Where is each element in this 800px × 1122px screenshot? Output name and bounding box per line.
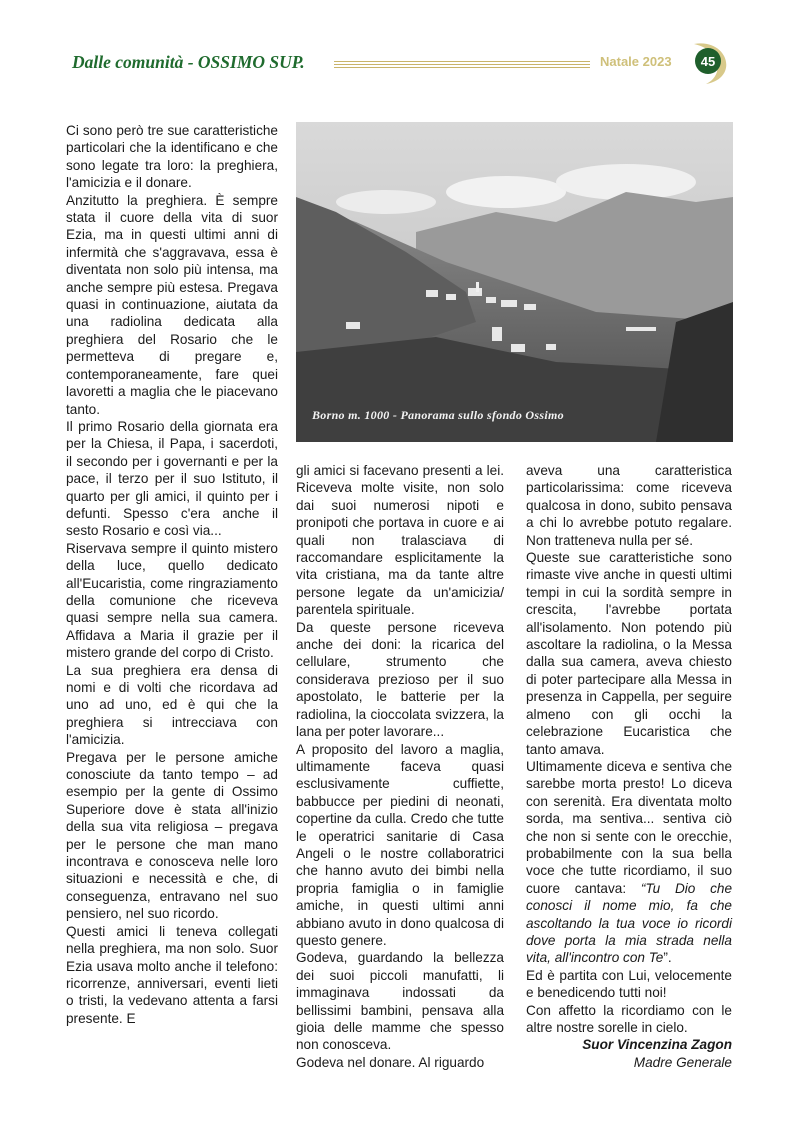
page-header [0,0,800,100]
signature-name: Suor Vincenzina Zagon [582,1037,732,1053]
paragraph: Questi amici li teneva collegati nella preghiera, ma non solo. Suor Ezia usava molto anche il telefono: ricorrenze, anniversari, eventi lieti o tristi, la vedevano attenta a farsi presente. E [66,923,278,1026]
paragraph: La sua preghiera era densa di nomi e di volti che ricordava ad uno ad uno, ed è qui che la preghiera si intrecciava con l'amicizia. [66,662,278,748]
paragraph: Anzitutto la preghiera. È sempre stata il cuore della vita di suor Ezia, ma in questi ultimi anni di infermità che s'aggravava, essa è diventata non solo più intensa, ma anche sempre più estesa. Pregava quasi in continuazione, aiutata da una radiolina dedicata alla preghiera del Rosario che le permetteva di pregare e, contemporaneamente, fare quei lavoretti a maglia che le piacevano tanto. [66,192,278,417]
paragraph [526,758,732,967]
article-column-2 [296,462,504,1071]
paragraph: A proposito del lavoro a maglia, ultimamente faceva quasi esclusivamente cuffiette, babbucce per piedini di neonati, copertine da culla. Credo che tutte le operatrici sanitarie di Casa Angeli o le nostre collaboratrici che hanno avuto dei bimbi nella propria famiglia o in famiglie amiche, in questi ultimi anni abbiano avuto in dono qualcosa di questo genere. [296,741,504,948]
paragraph: aveva una caratteristica particolarissima: come riceveva qualcosa in dono, subito pensava a chi lo avrebbe potuto regalare. Non tratteneva nulla per sé. [526,463,732,548]
landscape-image [296,122,733,442]
paragraph-text: ”. [663,950,672,966]
paragraph: Riservava sempre il quinto mistero della luce, quello dedicato all'Eucaristia, come ringraziamento della comunione che riceveva quasi sempre nella sua camera. Affidava a Maria il grazie per il mistero grande del corpo di Cristo. [66,540,278,661]
paragraph: Il primo Rosario della giornata era per la Chiesa, il Papa, i sacerdoti, il secondo per i governanti e per la pace, il terzo per il suo Istituto, il quarto per gli amici, il quinto per i defunti. Spesso c'era anche il sesto Rosario e così via... [66,418,278,539]
paragraph: Ci sono però tre sue caratteristiche particolari che la identificano e che sono legate tra loro: la preghiera, l'amicizia e il donare. [66,123,278,191]
header-rule [334,67,590,68]
paragraph: gli amici si facevano presenti a lei. Riceveva molte visite, non solo dai suoi numerosi nipoti e pronipoti che portava in cuore e ai quali non tralasciava di raccomandare esplicitamente la vita cristiana, ma da tante altre persone legate da un'amicizia/ parentela spirituale. [296,463,504,618]
paragraph: Godeva, guardando la bellezza dei suoi piccoli manufatti, li immaginava indossati da bellissimi bambini, pensava alla gioia delle mamme che spesso non conosceva. [296,950,504,1053]
paragraph: Godeva nel donare. Al riguardo [296,1054,485,1070]
song-quote: “Tu Dio che conosci il nome mio, fa che ascoltando la tua voce io ricordi dove porta la mia strada nella vita, all'incontro con Te [526,880,733,966]
header-rule [334,64,590,65]
paragraph: Queste sue caratteristiche sono rimaste vive anche in questi ultimi tempi in cui la sordità sempre in crescita, l'avrebbe portata all'isolamento. Non potendo più ascoltare la radiolina, o la Messa dalla sua camera, aveva chiesto di poter partecipare alla Messa in presenza in Cappella, per seguire almeno con gli occhi la celebrazione Eucaristica che tanto amava. [526,550,732,757]
header-rule [334,61,590,62]
paragraph: Pregava per le persone amiche conosciute da tanto tempo – ad esempio per la gente di Ossimo Superiore dove è stata all'inizio della sua vita religiosa – pregava per le persone che man mano incontrava e conosceva nelle loro situazioni e necessità e che, di conseguenza, entravano nel suo pensiero, nel suo ricordo. [66,749,278,922]
article-column-1 [66,122,278,1027]
section-title: Dalle comunità - OSSIMO SUP. [72,52,305,72]
article-column-3 [526,462,732,1071]
signature-role: Madre Generale [633,1054,732,1070]
photo-caption: Borno m. 1000 - Panorama sullo sfondo Ossimo [312,408,564,422]
paragraph: Con affetto la ricordiamo con le altre nostre sorelle in cielo. [526,1002,732,1035]
paragraph: Da queste persone riceveva anche dei doni: la ricarica del cellulare, strumento che considerava prezioso per il suo apostolato, le batterie per la radiolina, la cioccolata svizzera, la lana per poter lavorare... [296,619,504,740]
issue-label: Natale 2023 [600,54,672,69]
panorama-photo [296,122,733,442]
page-number: 45 [695,48,721,74]
paragraph-text: Ultimamente diceva e sentiva che sarebbe morta presto! Lo diceva con serenità. Era diventata molto sorda, ma sentiva... sentiva ciò che non si sente con le orecchie, probabilmente con la sua bella voce che tutte ricordiamo, il suo cuore cantava: [526,758,732,896]
paragraph: Ed è partita con Lui, velocemente e benedicendo tutti noi! [526,967,732,1001]
